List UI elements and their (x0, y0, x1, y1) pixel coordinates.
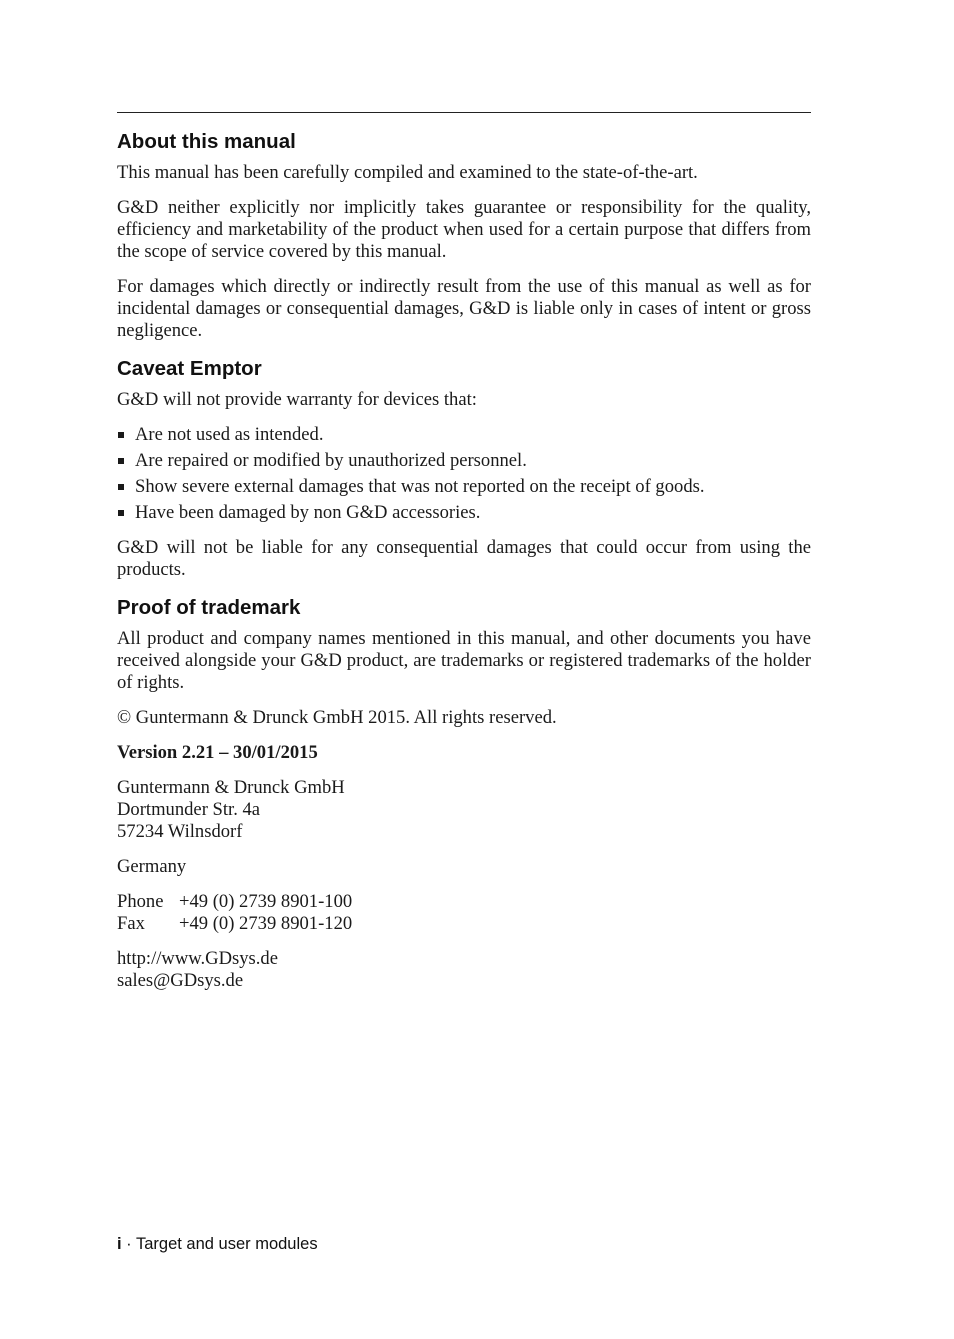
caveat-closing: G&D will not be liable for any consequential damages that could occur from using the products. (117, 537, 811, 580)
company-address (117, 777, 811, 843)
website-link[interactable]: http://www.GDsys.de (117, 948, 278, 969)
caveat-heading: Caveat Emptor (117, 357, 262, 380)
list-item (117, 476, 811, 498)
document-body (117, 128, 811, 1005)
page-footer (117, 1234, 318, 1254)
list-item-text: Are not used as intended. (135, 424, 324, 445)
list-item (117, 424, 811, 446)
bullet-icon (118, 458, 124, 464)
about-heading: About this manual (117, 130, 296, 153)
list-item-text: Are repaired or modified by unauthorized personnel. (135, 450, 527, 471)
country: Germany (117, 856, 187, 877)
bullet-icon (118, 484, 124, 490)
about-paragraph-2: G&D neither explicitly nor implicitly takes guarantee or responsibility for the quality, efficiency and marketability of the product when used for a certain purpose that differs from the scope of service covered by this manual. (117, 197, 811, 262)
phone-label: Phone (117, 891, 164, 912)
bullet-icon (118, 510, 124, 516)
list-item (117, 502, 811, 524)
trademark-section (117, 594, 811, 764)
bullet-icon (118, 432, 124, 438)
list-item-text: Have been damaged by non G&D accessories. (135, 502, 481, 523)
about-paragraph-1: This manual has been carefully compiled and examined to the state-of-the-art. (117, 162, 698, 183)
footer-separator: · (121, 1235, 136, 1253)
fax-number: +49 (0) 2739 8901-120 (179, 913, 353, 934)
caveat-section (117, 355, 811, 581)
email-link[interactable]: sales@GDsys.de (117, 970, 244, 991)
caveat-list (117, 424, 811, 524)
list-item (117, 450, 811, 472)
phone-fax-block (117, 891, 811, 935)
phone-row (117, 891, 811, 913)
web-contact-block (117, 948, 811, 992)
version-line: Version 2.21 – 30/01/2015 (117, 742, 318, 763)
fax-label: Fax (117, 913, 145, 934)
street-address: Dortmunder Str. 4a (117, 799, 261, 820)
top-rule (117, 112, 811, 113)
about-paragraph-3: For damages which directly or indirectly result from the use of this manual as well as for incidental damages or consequential damages, G&D is liable only in cases of intent or gross negligence. (117, 276, 811, 341)
trademark-paragraph: All product and company names mentioned in this manual, and other documents you have received alongside your G&D product, are trademarks or registered trademarks of the holder of rights. (117, 628, 811, 693)
about-section (117, 128, 811, 342)
list-item-text: Show severe external damages that was not reported on the receipt of goods. (135, 476, 705, 497)
company-name: Guntermann & Drunck GmbH (117, 777, 345, 798)
caveat-intro: G&D will not provide warranty for devices that: (117, 389, 477, 410)
city-address: 57234 Wilnsdorf (117, 821, 243, 842)
fax-row (117, 913, 811, 935)
trademark-heading: Proof of trademark (117, 596, 301, 619)
country-block (117, 856, 811, 878)
footer-title: Target and user modules (135, 1235, 318, 1253)
copyright-notice: © Guntermann & Drunck GmbH 2015. All rights reserved. (117, 707, 557, 728)
phone-number: +49 (0) 2739 8901-100 (179, 891, 353, 912)
page-number: i (117, 1235, 122, 1253)
